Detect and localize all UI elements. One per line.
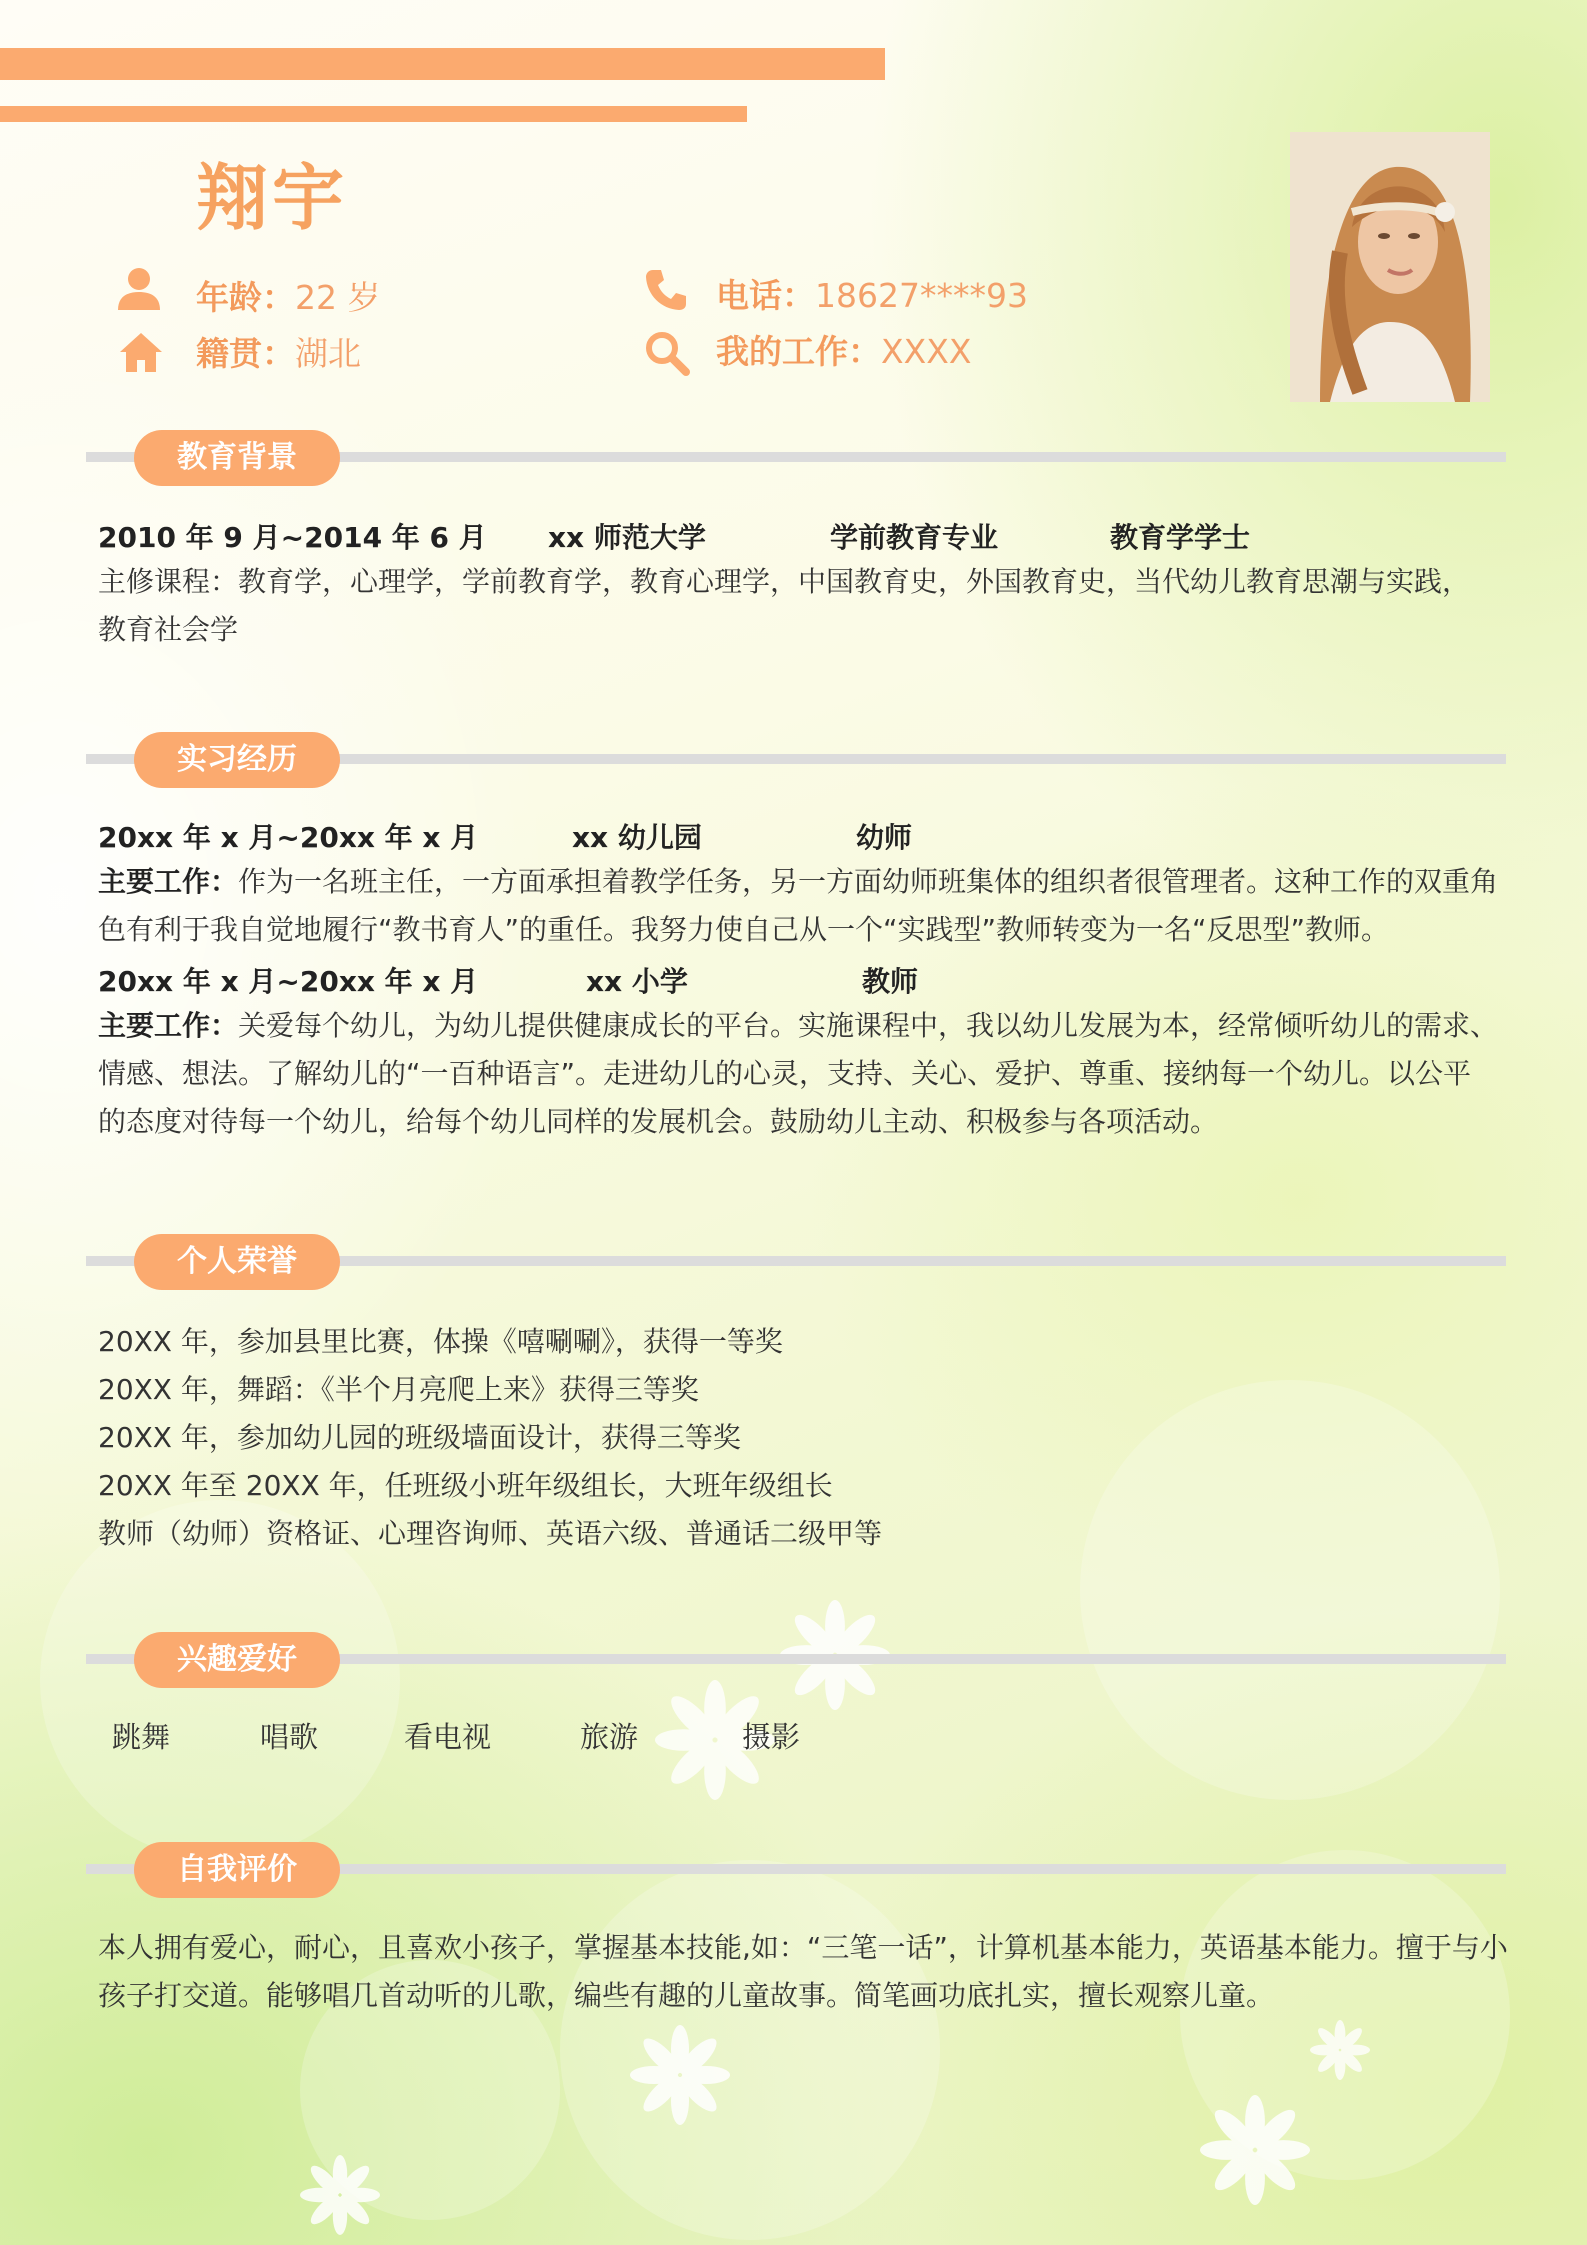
origin-info bbox=[196, 328, 361, 375]
internship-work bbox=[98, 858, 1508, 954]
work-label: 主要工作： bbox=[98, 865, 239, 898]
candidate-name: 翔宇 bbox=[196, 156, 349, 240]
honor-item: 20XX 年至 20XX 年，任班级小班年级组长，大班年级组长 bbox=[98, 1469, 833, 1502]
hobby-item: 跳舞 bbox=[112, 1720, 171, 1754]
origin-label: 籍贯： bbox=[196, 334, 295, 373]
education-school: xx 师范大学 bbox=[548, 521, 706, 554]
header-accent-bar-thin bbox=[0, 106, 747, 122]
courses-line: 主修课程：教育学，心理学，学前教育学，教育心理学，中国教育史，外国教育史，当代幼儿教育思潮与实践， bbox=[98, 565, 1471, 598]
self-eval-line: 本人拥有爱心，耐心，且喜欢小孩子，掌握基本技能,如：“三笔一话”，计算机基本能力，英语基本能力。擅于与小 bbox=[98, 1931, 1508, 1964]
background-bubble bbox=[560, 1860, 940, 2240]
section-title-honors: 个人荣誉 bbox=[134, 1234, 340, 1290]
courses-line: 教育社会学 bbox=[98, 613, 239, 646]
section-title-education: 教育背景 bbox=[134, 430, 340, 486]
self-eval-text bbox=[98, 1924, 1508, 2020]
internship-work bbox=[98, 1002, 1508, 1146]
self-eval-line: 孩子打交道。能够唱几首动听的儿歌，编些有趣的儿童故事。简笔画功底扎实，擅长观察儿童。 bbox=[98, 1979, 1275, 2012]
work-text: 作为一名班主任，一方面承担着教学任务，另一方面幼师班集体的组织者很管理者。这种工作的双重角 bbox=[238, 865, 1499, 898]
internship-period: 20xx 年 x 月~20xx 年 x 月 bbox=[98, 821, 479, 854]
age-label: 年龄： bbox=[196, 278, 295, 317]
work-line bbox=[98, 1002, 1508, 1050]
work-text: 关爱每个幼儿，为幼儿提供健康成长的平台。实施课程中，我以幼儿发展为本，经常倾听幼儿的需求、 bbox=[238, 1009, 1499, 1042]
work-line: 情感、想法。了解幼儿的“一百种语言”。走进幼儿的心灵，支持、关心、爱护、尊重、接纳每一个幼儿。以公平 bbox=[98, 1057, 1472, 1090]
section-title-self-eval: 自我评价 bbox=[134, 1842, 340, 1898]
section-title-hobbies: 兴趣爱好 bbox=[134, 1632, 340, 1688]
profile-photo bbox=[1290, 132, 1490, 402]
age-info bbox=[196, 272, 380, 319]
honor-item: 教师（幼师）资格证、心理咨询师、英语六级、普通话二级甲等 bbox=[98, 1517, 883, 1550]
honors-list bbox=[98, 1318, 1508, 1558]
honor-item: 20XX 年，参加幼儿园的班级墙面设计，获得三等奖 bbox=[98, 1421, 741, 1454]
work-line: 的态度对待每一个幼儿，给每个幼儿同样的发展机会。鼓励幼儿主动、积极参与各项活动。 bbox=[98, 1105, 1219, 1138]
education-period: 2010 年 9 月~2014 年 6 月 bbox=[98, 521, 487, 554]
flower-icon bbox=[630, 2025, 730, 2125]
work-line bbox=[98, 858, 1508, 906]
education-degree: 教育学学士 bbox=[1110, 521, 1251, 554]
flower-icon bbox=[300, 2155, 380, 2235]
job-info bbox=[716, 326, 971, 373]
work-line: 色有利于我自觉地履行“教书育人”的重任。我努力使自己从一个“实践型”教师转变为一名“反思型”教师。 bbox=[98, 913, 1390, 946]
work-label: 主要工作： bbox=[98, 1009, 239, 1042]
age-value: 22 岁 bbox=[295, 278, 381, 317]
hobby-item: 旅游 bbox=[580, 1720, 639, 1754]
internship-role: 教师 bbox=[862, 965, 919, 998]
honor-item: 20XX 年，参加县里比赛，体操《嘻唰唰》，获得一等奖 bbox=[98, 1325, 783, 1358]
hobby-item: 唱歌 bbox=[260, 1720, 319, 1754]
education-major: 学前教育专业 bbox=[830, 521, 999, 554]
phone-info bbox=[716, 270, 1028, 317]
flower-icon bbox=[1310, 2020, 1370, 2080]
job-value: XXXX bbox=[881, 332, 972, 371]
honor-item: 20XX 年，舞蹈：《半个月亮爬上来》获得三等奖 bbox=[98, 1373, 699, 1406]
internship-period: 20xx 年 x 月~20xx 年 x 月 bbox=[98, 965, 479, 998]
hobby-item: 看电视 bbox=[404, 1720, 492, 1754]
job-label: 我的工作： bbox=[716, 332, 881, 371]
phone-icon bbox=[644, 268, 688, 312]
phone-label: 电话： bbox=[716, 276, 815, 315]
section-title-internship: 实习经历 bbox=[134, 732, 340, 788]
education-courses bbox=[98, 558, 1508, 654]
search-icon bbox=[644, 330, 690, 376]
internship-org: xx 小学 bbox=[586, 965, 688, 998]
header-accent-bar bbox=[0, 48, 885, 80]
phone-value: 18627****93 bbox=[815, 276, 1028, 315]
home-icon bbox=[118, 330, 164, 374]
internship-role: 幼师 bbox=[856, 821, 913, 854]
hobby-item: 摄影 bbox=[742, 1720, 801, 1754]
origin-value: 湖北 bbox=[295, 334, 361, 373]
person-icon bbox=[116, 266, 162, 312]
flower-icon bbox=[1200, 2095, 1310, 2205]
internship-org: xx 幼儿园 bbox=[572, 821, 702, 854]
